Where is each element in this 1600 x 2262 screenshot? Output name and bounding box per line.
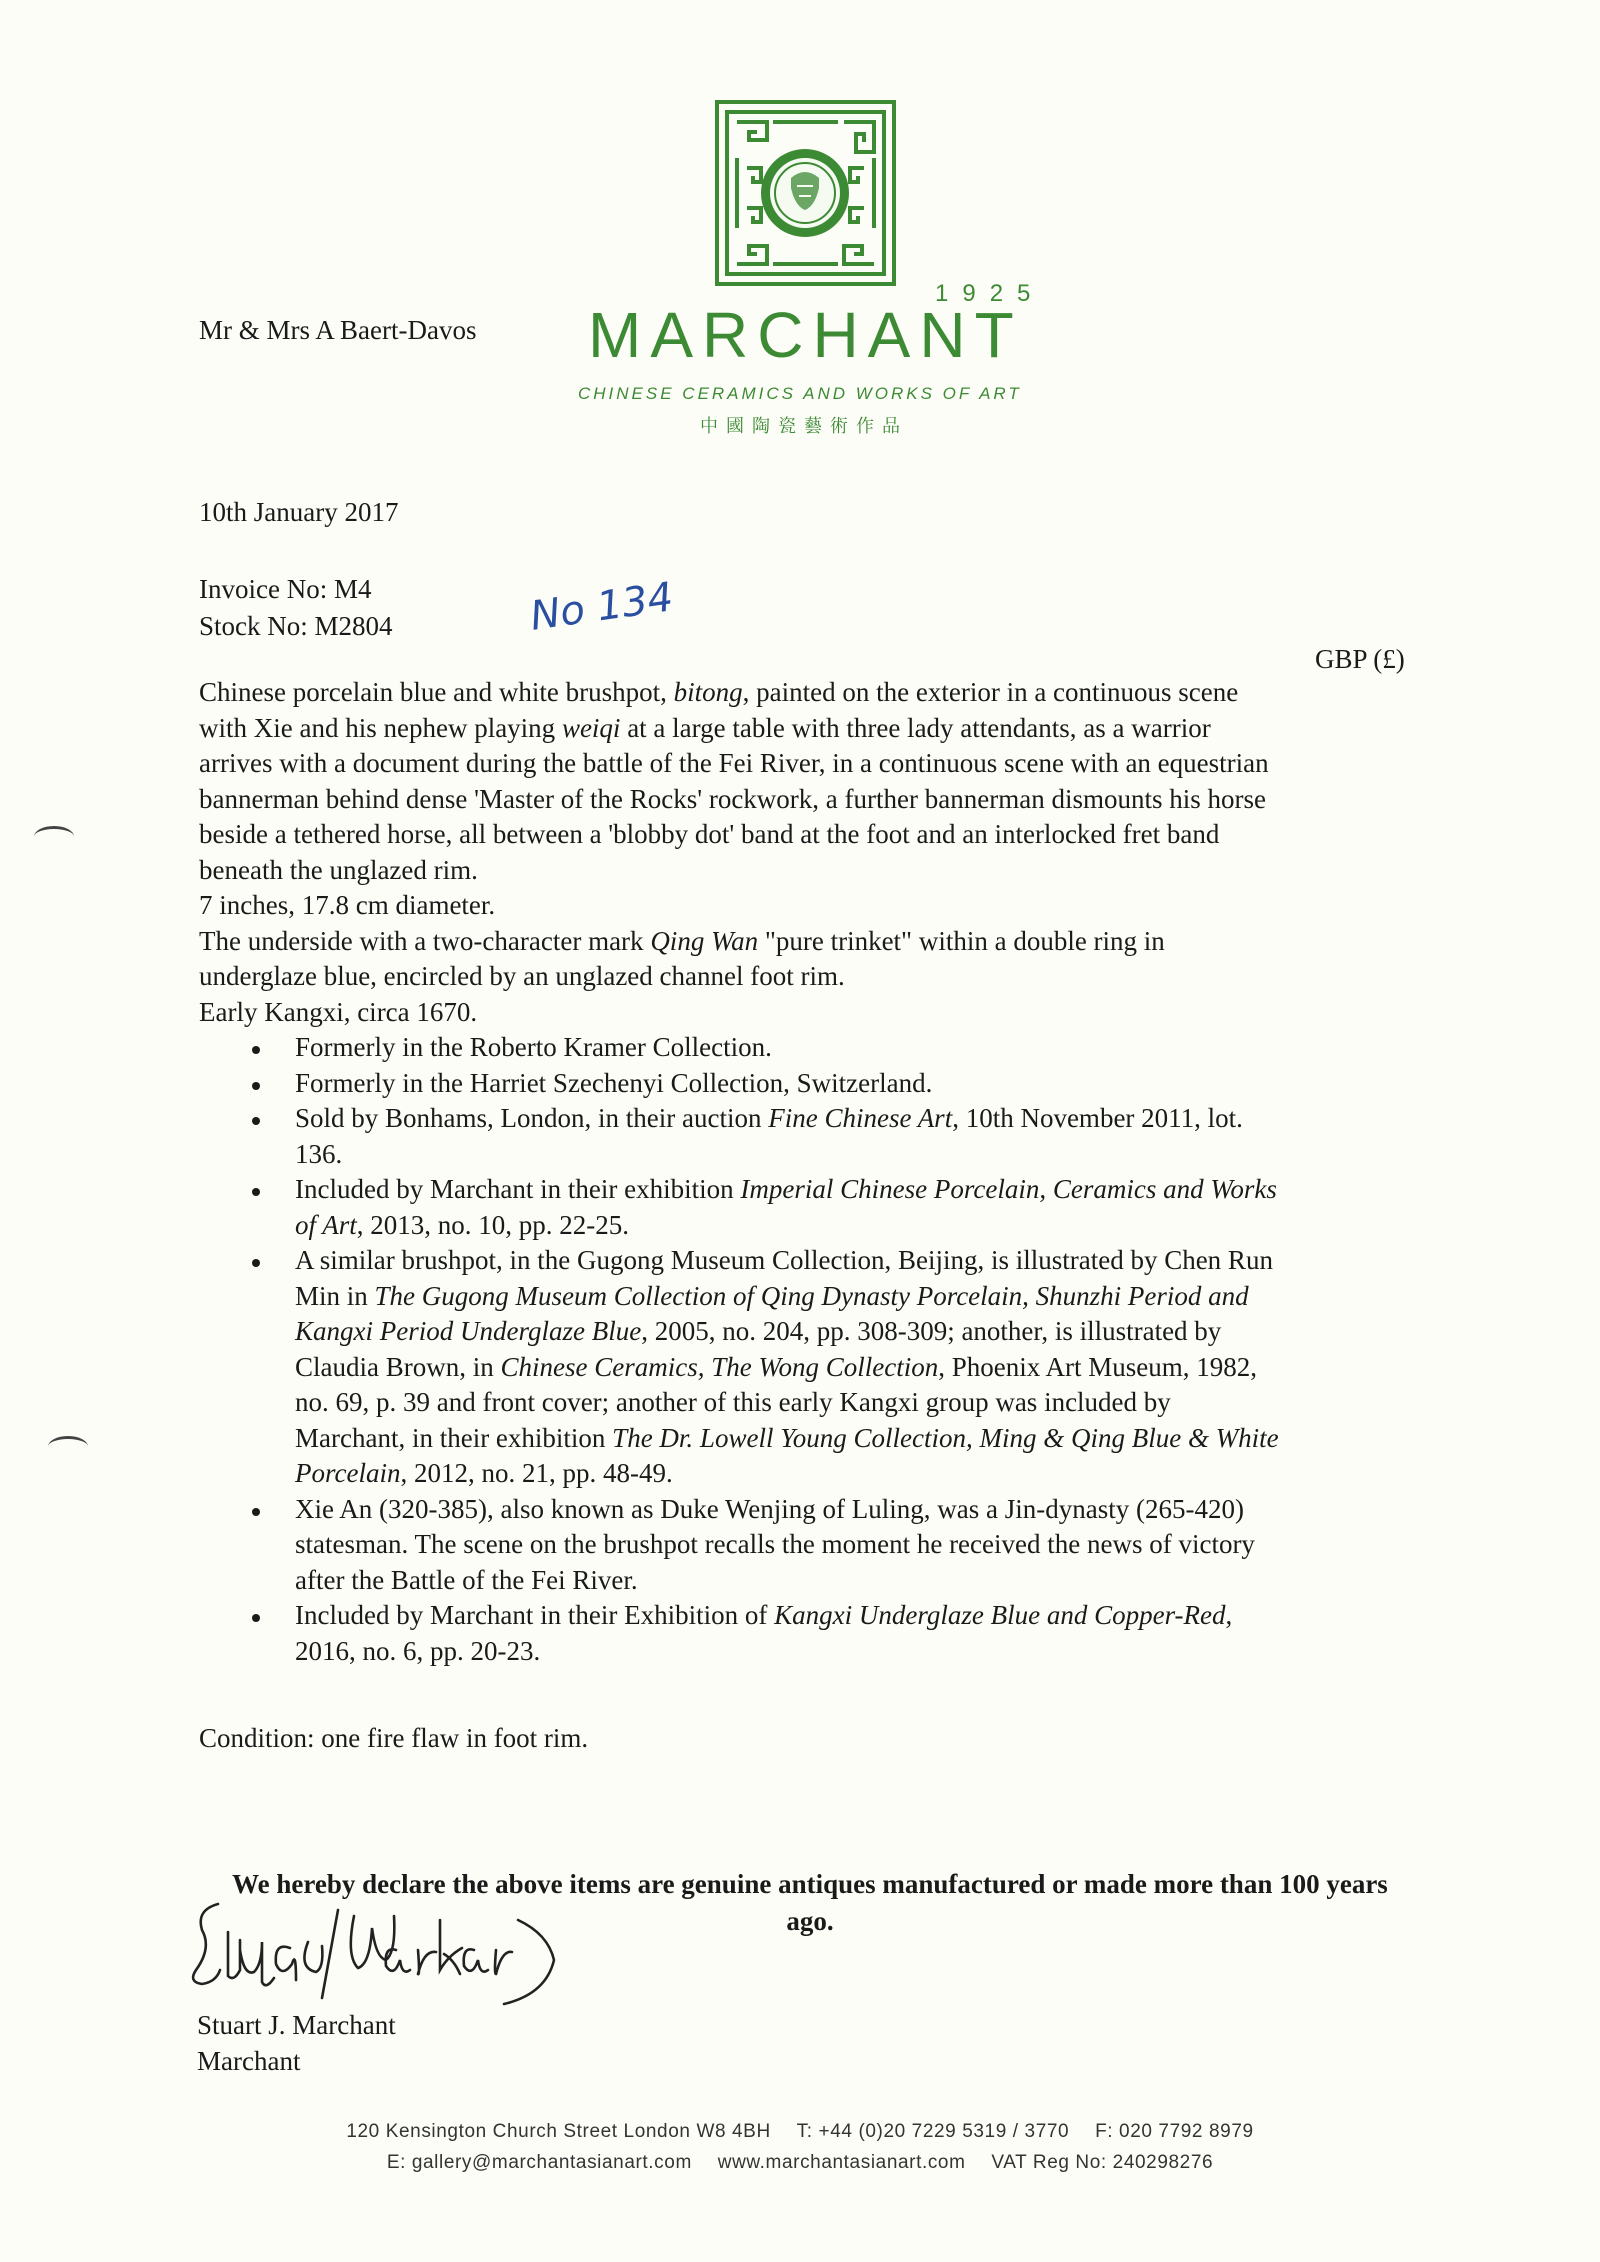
letter-date: 10th January 2017 xyxy=(199,497,399,527)
scan-mark xyxy=(34,826,74,847)
provenance-list xyxy=(199,1030,1279,1669)
logo-year: 1925 xyxy=(935,280,1045,307)
handwritten-note: No 134 xyxy=(527,574,676,640)
item-date: Early Kangxi, circa 1670. xyxy=(199,996,478,1027)
signer-company: Marchant xyxy=(197,2046,301,2076)
list-item: Formerly in the Roberto Kramer Collection. xyxy=(199,1030,1279,1066)
signer-block xyxy=(197,2007,396,2079)
list-item: Xie An (320-385), also known as Duke Wenjing of Luling, was a Jin-dynasty (265-420) statesman. The scene on the brushpot recalls the moment he received the news of victory after the Battle of the Fei River. xyxy=(199,1492,1279,1599)
footer-website: www.marchantasianart.com xyxy=(717,2152,966,2173)
list-item: Included by Marchant in their exhibition Imperial Chinese Porcelain, Ceramics and Works of Art, 2013, no. 10, pp. 22-25. xyxy=(199,1172,1279,1243)
list-item: Sold by Bonhams, London, in their auction Fine Chinese Art, 10th November 2011, lot. 136. xyxy=(199,1101,1279,1172)
logo-chinese-tagline: 中國陶瓷藝術作品 xyxy=(700,416,908,437)
logo-wordmark: MARCHANT xyxy=(588,299,1023,371)
letterhead-footer xyxy=(0,2116,1600,2178)
description-paragraph: Chinese porcelain blue and white brushpot, bitong, painted on the exterior in a continuous scene with Xie and his nephew playing weiqi at a large table with three lady attendants, as a warrior arrives with a document during the battle of the Fei River, in a continuous scene with an equestrian bannerman behind dense 'Master of the Rocks' rockwork, a further bannerman dismounts his horse beside a tethered horse, all between a 'blobby dot' band at the foot and an interlocked fret band beneath the unglazed rim. xyxy=(199,677,1269,885)
footer-vat: VAT Reg No: 240298276 xyxy=(991,2152,1214,2173)
signer-name: Stuart J. Marchant xyxy=(197,2010,396,2040)
recipient: Mr & Mrs A Baert-Davos xyxy=(199,315,477,345)
item-description xyxy=(199,675,1279,1669)
condition-note: Condition: one fire flaw in foot rim. xyxy=(199,1723,589,1753)
mark-description: The underside with a two-character mark Qing Wan "pure trinket" within a double ring in underglaze blue, encircled by an unglazed channel foot rim. xyxy=(199,925,1165,991)
footer-phone: T: +44 (0)20 7229 5319 / 3770 xyxy=(796,2121,1070,2142)
list-item: Included by Marchant in their Exhibition of Kangxi Underglaze Blue and Copper-Red, 2016, no. 6, pp. 20-23. xyxy=(199,1598,1279,1669)
item-size: 7 inches, 17.8 cm diameter. xyxy=(199,890,496,920)
invoice-block xyxy=(199,571,393,645)
footer-address: 120 Kensington Church Street London W8 4BH xyxy=(346,2121,771,2142)
list-item: Formerly in the Harriet Szechenyi Collection, Switzerland. xyxy=(199,1066,1279,1102)
scan-mark xyxy=(48,1436,88,1457)
footer-email: E: gallery@marchantasianart.com xyxy=(386,2152,692,2173)
footer-fax: F: 020 7792 8979 xyxy=(1095,2121,1254,2142)
authenticity-declaration: We hereby declare the above items are genuine antiques manufactured or made more than 100 years ago. xyxy=(232,1869,1388,1936)
logo-tagline: CHINESE CERAMICS AND WORKS OF ART xyxy=(578,384,1022,403)
list-item: A similar brushpot, in the Gugong Museum Collection, Beijing, is illustrated by Chen Run Min in The Gugong Museum Collection of Qing Dynasty Porcelain, Shunzhi Period and Kangxi Period Underglaze Blue, 2005, no. 204, pp. 308-309; another, is illustrated by Claudia Brown, in Chinese Ceramics, The Wong Collection, Phoenix Art Museum, 1982, no. 69, p. 39 and front cover; another of this early Kangxi group was included by Marchant, in their exhibition The Dr. Lowell Young Collection, Ming & Qing Blue & White Porcelain, 2012, no. 21, pp. 48-49. xyxy=(199,1243,1279,1492)
invoice-number: Invoice No: M4 xyxy=(199,574,372,604)
currency-label: GBP (£) xyxy=(1315,644,1405,674)
marchant-fret-medallion-icon xyxy=(713,98,898,288)
stock-number: Stock No: M2804 xyxy=(199,611,393,641)
